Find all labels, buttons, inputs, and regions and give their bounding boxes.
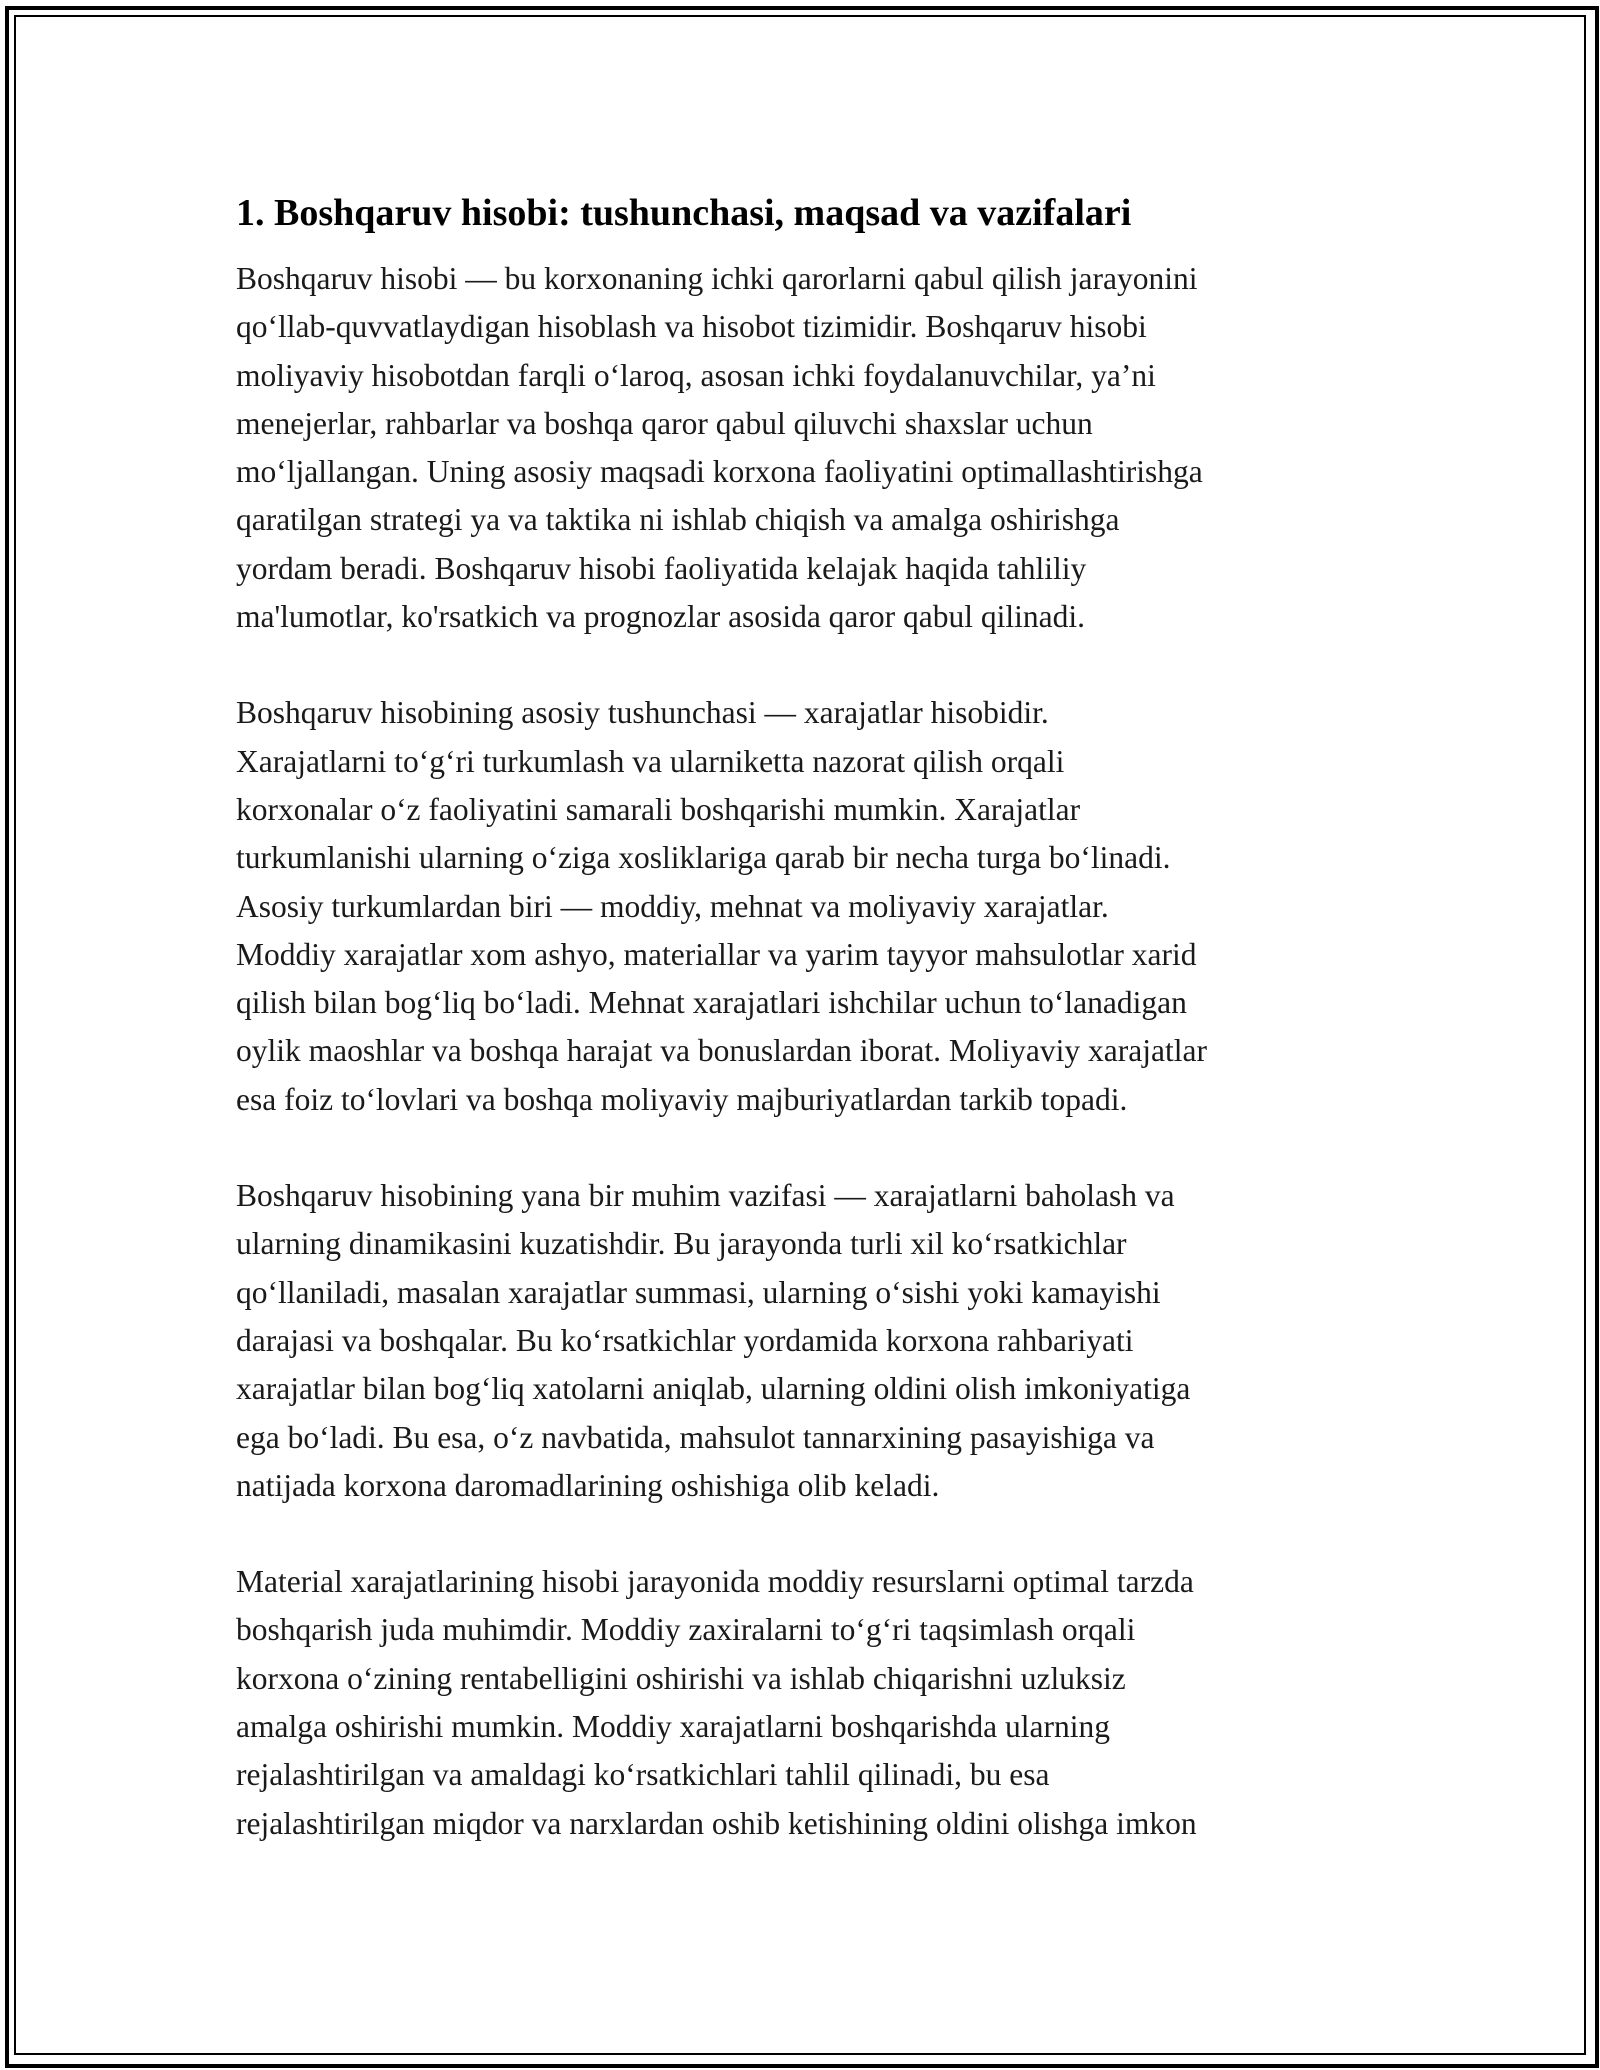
text-line: ma'lumotlar, ko'rsatkich va prognozlar asosida qaror qabul qilinadi.	[236, 599, 1085, 635]
text-line: amalga oshirishi mumkin. Moddiy xarajatlarni boshqarishda ularning	[236, 1709, 1110, 1745]
text-line: Asosiy turkumlardan biri — moddiy, mehnat va moliyaviy xarajatlar.	[236, 888, 1109, 924]
text-line: menejerlar, rahbarlar va boshqa qaror qabul qiluvchi shaxslar uchun	[236, 405, 1093, 441]
text-line: korxona o‘zining rentabelligini oshirishi va ishlab chiqarishni uzluksiz	[236, 1660, 1126, 1696]
text-line: ega bo‘ladi. Bu esa, o‘z navbatida, mahsulot tannarxining pasayishiga va	[236, 1419, 1155, 1455]
text-line: qo‘llab-quvvatlaydigan hisoblash va hisobot tizimidir. Boshqaruv hisobi	[236, 309, 1147, 345]
text-line: turkumlanishi ularning o‘ziga xosliklariga qarab bir necha turga bo‘linadi.	[236, 840, 1171, 876]
text-line: Moddiy xarajatlar xom ashyo, materiallar va yarim tayyor mahsulotlar xarid	[236, 936, 1197, 972]
text-line: moliyaviy hisobotdan farqli o‘laroq, asosan ichki foydalanuvchilar, ya’ni	[236, 357, 1156, 393]
text-line: ularning dinamikasini kuzatishdir. Bu jarayonda turli xil ko‘rsatkichlar	[236, 1226, 1127, 1262]
text-line: esa foiz to‘lovlari va boshqa moliyaviy majburiyatlardan tarkib topadi.	[236, 1081, 1128, 1117]
text-line: boshqarish juda muhimdir. Moddiy zaxiralarni to‘g‘ri taqsimlash orqali	[236, 1612, 1136, 1648]
paragraph-3	[236, 1172, 1376, 1510]
text-line: natijada korxona daromadlarining oshishiga olib keladi.	[236, 1467, 940, 1503]
document-body	[236, 183, 1376, 1896]
text-line: yordam beradi. Boshqaruv hisobi faoliyatida kelajak haqida tahliliy	[236, 550, 1087, 586]
text-line: darajasi va boshqalar. Bu ko‘rsatkichlar yordamida korxona rahbariyati	[236, 1322, 1134, 1358]
text-line: qaratilgan strategi ya va taktika ni ishlab chiqish va amalga oshirishga	[236, 502, 1120, 538]
text-line: korxonalar o‘z faoliyatini samarali boshqarishi mumkin. Xarajatlar	[236, 791, 1081, 827]
text-line: mo‘ljallangan. Uning asosiy maqsadi korxona faoliyatini optimallashtirishga	[236, 454, 1203, 490]
text-line: rejalashtirilgan miqdor va narxlardan oshib ketishining oldini olishga imkon	[236, 1805, 1197, 1841]
paragraph-2	[236, 689, 1376, 1124]
text-line: rejalashtirilgan va amaldagi ko‘rsatkichlari tahlil qilinadi, bu esa	[236, 1757, 1050, 1793]
text-line: Boshqaruv hisobi — bu korxonaning ichki qarorlarni qabul qilish jarayonini	[236, 261, 1198, 296]
text-line: qo‘llaniladi, masalan xarajatlar summasi, ularning o‘sishi yoki kamayishi	[236, 1274, 1161, 1310]
text-line: qilish bilan bog‘liq bo‘ladi. Mehnat xarajatlari ishchilar uchun to‘lanadigan	[236, 985, 1187, 1021]
text-line: Boshqaruv hisobining yana bir muhim vazifasi — xarajatlarni baholash va	[236, 1178, 1175, 1214]
paragraph-4	[236, 1558, 1376, 1848]
text-line: Xarajatlarni to‘g‘ri turkumlash va ularniketta nazorat qilish orqali	[236, 743, 1065, 779]
text-line: xarajatlar bilan bog‘liq xatolarni aniqlab, ularning oldini olish imkoniyatiga	[236, 1371, 1191, 1407]
paragraph-1	[236, 255, 1376, 641]
text-line: oylik maoshlar va boshqa harajat va bonuslardan iborat. Moliyaviy xarajatlar	[236, 1033, 1207, 1069]
text-line: Material xarajatlarining hisobi jarayonida moddiy resurslarni optimal tarzda	[236, 1564, 1194, 1600]
text-line: Boshqaruv hisobining asosiy tushunchasi — xarajatlar hisobidir.	[236, 695, 1049, 731]
section-heading: 1. Boshqaruv hisobi: tushunchasi, maqsad va vazifalari	[236, 192, 1132, 234]
